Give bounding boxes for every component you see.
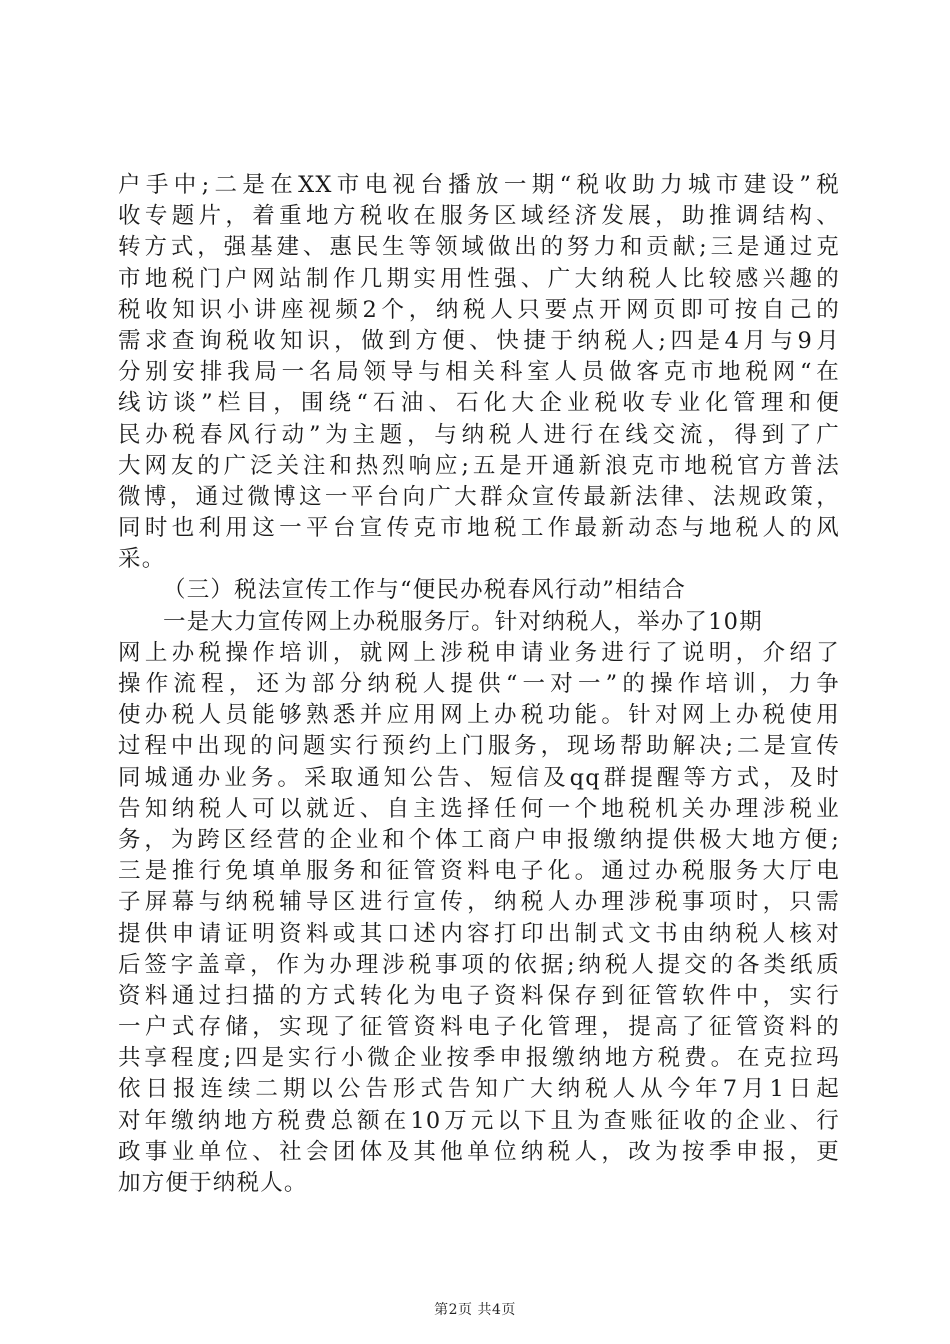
text-line: 转方式，强基建、惠民生等领域做出的努力和贡献;三是通过克 — [118, 234, 840, 261]
document-body — [118, 170, 840, 1199]
text-line: 一户式存储，实现了征管资料电子化管理，提高了征管资料的 — [118, 1014, 840, 1041]
text-line: 对年缴纳地方税费总额在10万元以下且为查账征收的企业、行 — [118, 1107, 840, 1134]
text-line: 采。 — [118, 546, 166, 573]
text-line: 依日报连续二期以公告形式告知广大纳税人从今年7月1日起 — [118, 1076, 840, 1103]
text-line: 共享程度;四是实行小微企业按季申报缴纳地方税费。在克拉玛 — [118, 1045, 840, 1072]
text-line: 一是大力宣传网上办税服务厅。针对纳税人，举办了10期 — [163, 608, 763, 635]
text-line: 户手中;二是在XX市电视台播放一期“税收助力城市建设”税 — [118, 172, 840, 198]
text-line: 后签字盖章，作为办理涉税事项的依据;纳税人提交的各类纸质 — [118, 951, 840, 978]
text-line: 子屏幕与纳税辅导区进行宣传，纳税人办理涉税事项时，只需 — [118, 889, 840, 916]
text-line: 提供申请证明资料或其口述内容打印出制式文书由纳税人核对 — [118, 920, 840, 947]
text-line: 务，为跨区经营的企业和个体工商户申报缴纳提供极大地方便; — [118, 826, 840, 853]
text-line: 操作流程，还为部分纳税人提供“一对一”的操作培训，力争 — [118, 671, 840, 697]
text-line: 三是推行免填单服务和征管资料电子化。通过办税服务大厅电 — [118, 858, 840, 885]
text-line: 收专题片，着重地方税收在服务区域经济发展，助推调结构、 — [118, 203, 840, 230]
text-line: 告知纳税人可以就近、自主选择任何一个地税机关办理涉税业 — [118, 795, 840, 822]
text-line: 线访谈”栏目，围绕“石油、石化大企业税收专业化管理和便 — [118, 390, 840, 417]
text-line: 大网友的广泛关注和热烈响应;五是开通新浪克市地税官方普法 — [118, 452, 840, 479]
text-line: 网上办税操作培训，就网上涉税申请业务进行了说明，介绍了 — [118, 639, 840, 666]
text-line: 使办税人员能够熟悉并应用网上办税功能。针对网上办税使用 — [118, 702, 840, 729]
text-line: 需求查询税收知识，做到方便、快捷于纳税人;四是4月与9月 — [118, 327, 840, 354]
text-line: 民办税春风行动”为主题，与纳税人进行在线交流，得到了广 — [118, 421, 840, 448]
text-line: 分别安排我局一名局领导与相关科室人员做客克市地税网“在 — [118, 359, 840, 386]
text-line: 资料通过扫描的方式转化为电子资料保存到征管软件中，实行 — [118, 982, 840, 1009]
text-line: 同城通办业务。采取通知公告、短信及qq群提醒等方式，及时 — [118, 764, 840, 791]
text-line: 税收知识小讲座视频2个，纳税人只要点开网页即可按自己的 — [118, 296, 840, 323]
text-line: 过程中出现的问题实行预约上门服务，现场帮助解决;二是宣传 — [118, 733, 840, 760]
text-line: 市地税门户网站制作几期实用性强、广大纳税人比较感兴趣的 — [118, 265, 840, 292]
page-number-footer: 第2页 共4页 — [434, 1302, 516, 1318]
text-line: 加方便于纳税人。 — [118, 1170, 308, 1196]
text-line: 微博，通过微博这一平台向广大群众宣传最新法律、法规政策， — [118, 483, 840, 510]
text-line: 同时也利用这一平台宣传克市地税工作最新动态与地税人的风 — [118, 515, 840, 542]
section-heading: （三）税法宣传工作与“便民办税春风行动”相结合 — [163, 577, 687, 604]
text-line: 政事业单位、社会团体及其他单位纳税人，改为按季申报，更 — [118, 1138, 840, 1165]
